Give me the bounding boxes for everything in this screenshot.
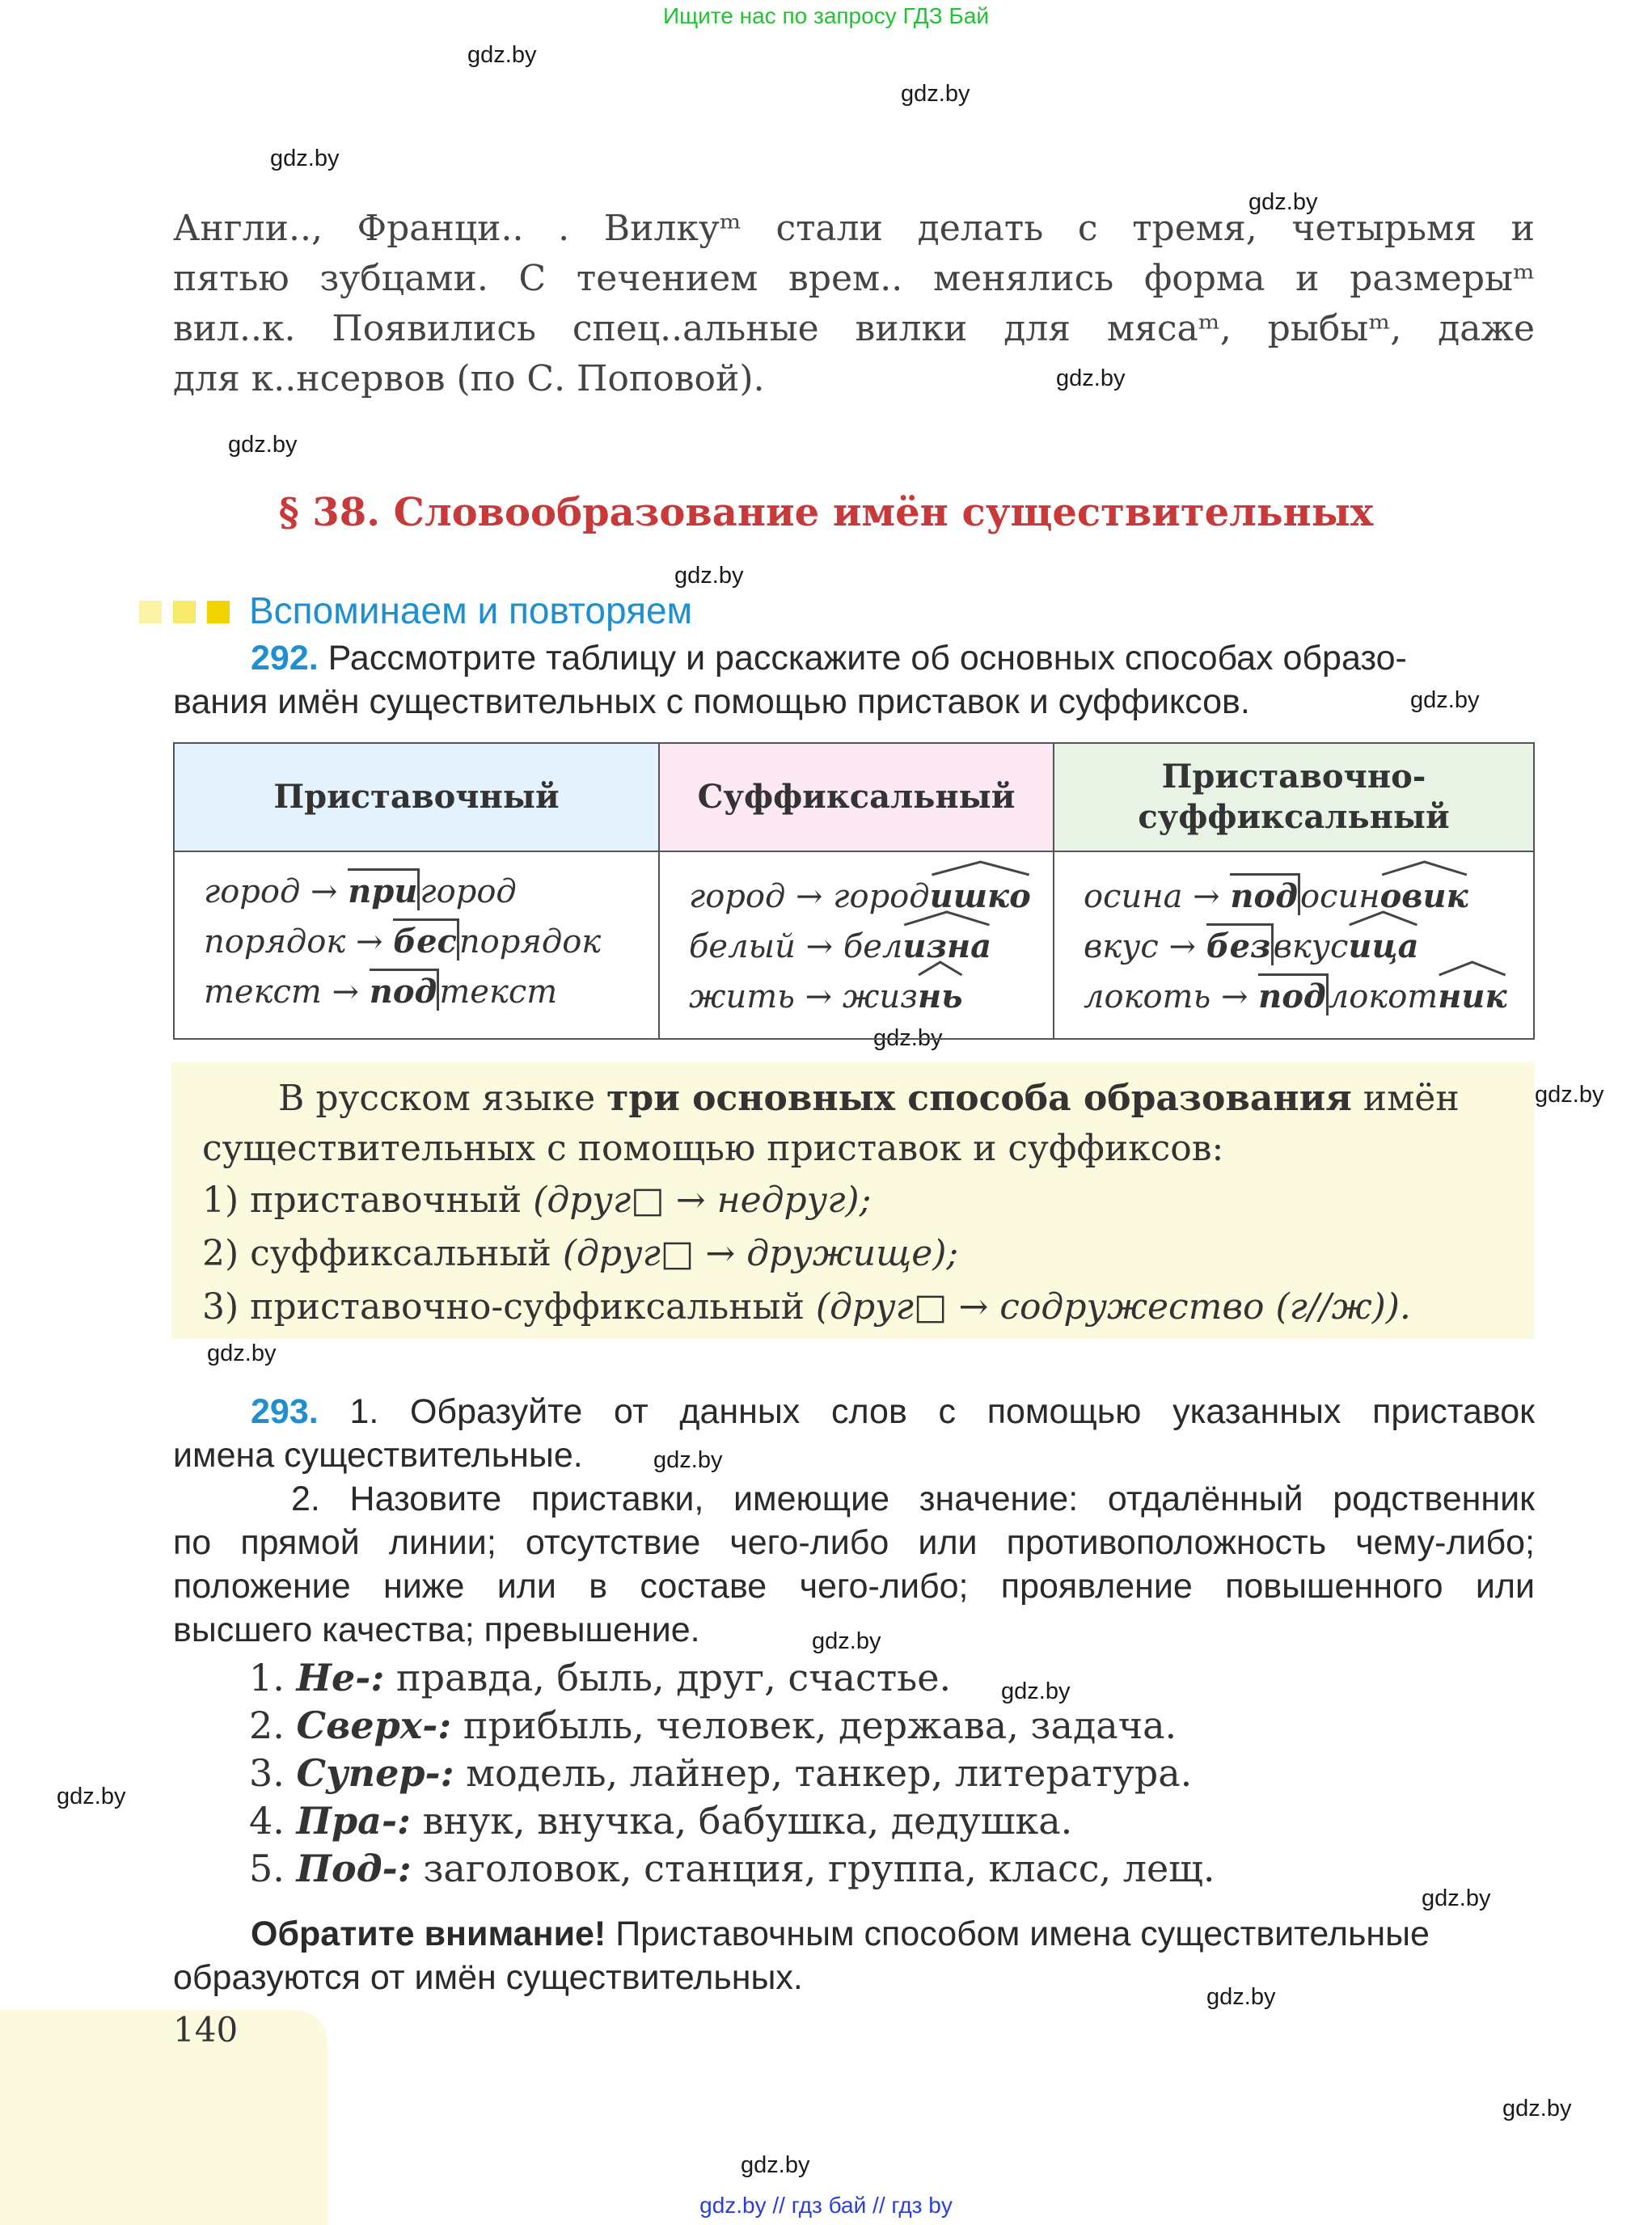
paragraph-title: § 38. Словообразование имён существительных [278,490,1374,535]
prefix-list [249,1654,1215,1893]
suffix-mark-icon [902,910,991,927]
watermark: gdz.by [674,563,744,589]
watermark: gdz.by [1206,1984,1276,2010]
bullet-square-icon [139,601,162,623]
rule-example: (друг□ → дружище); [562,1233,959,1274]
list-words: правда, быль, друг, счастье. [395,1656,952,1699]
exercise-number: 292. [251,639,319,678]
rule-example: (друг□ → содружество (г//ж)). [815,1286,1411,1328]
stem-part: бел [843,928,903,965]
example-row [204,867,658,917]
suffix-morpheme: ишко [930,872,1031,922]
header-text: суффиксальный [1138,798,1450,836]
suffix-mark-icon [918,961,963,977]
list-prefix: Сверх-: [296,1704,452,1747]
suffix-morpheme: ица [1348,922,1418,972]
bottom-banner[interactable]: gdz.by // гдз бай // гдз by [699,2193,953,2218]
page-corner-tint [0,2010,327,2225]
rule-item-2 [202,1229,958,1279]
list-item [249,1654,1215,1702]
list-number: 5. [249,1847,285,1890]
base-word: жить → [689,978,843,1015]
root-part: порядок [458,923,602,961]
exercise-293-line6: высшего качества; превышение. [173,1611,700,1649]
stem-part: город [833,878,930,915]
prefix-morpheme: без [1206,923,1274,965]
example-row [689,922,1053,972]
list-prefix: Под-: [296,1847,412,1890]
exercise-293-line4: по прямой линии; отсутствие чего-либо или противоположность чему-либо; [173,1523,1535,1562]
rule-box [171,1062,1535,1339]
watermark: gdz.by [270,146,340,171]
section-heading: Вспоминаем и повторяем [249,589,693,631]
example-row [689,872,1053,922]
exercise-text: 1. Образуйте от данных слов с помощью указанных приставок [349,1392,1535,1431]
watermark: gdz.by [228,432,298,458]
stem-part: локот [1328,978,1439,1015]
watermark: gdz.by [741,2152,810,2178]
list-words: заголовок, станция, группа, класс, лещ. [423,1847,1215,1890]
watermark: gdz.by [653,1447,723,1473]
rule-item-3 [202,1282,1411,1332]
intro-paragraph [173,204,1535,404]
suffix-morpheme: ник [1438,972,1506,1022]
stem-part: осин [1299,878,1380,915]
rule-item-label: 1) приставочный [202,1180,534,1221]
rule-item-label: 3) приставочно-суффиксальный [202,1286,816,1328]
list-item [249,1702,1215,1750]
watermark: gdz.by [1410,687,1480,713]
watermark: gdz.by [1056,365,1126,391]
watermark: gdz.by [1502,2096,1572,2122]
root-part: город [420,873,517,910]
list-number: 1. [249,1656,285,1699]
stem-part: жиз [842,978,918,1015]
column-prefixal [174,851,659,1039]
header-prefix-suffixal [1054,743,1534,851]
base-word: город → [689,878,834,915]
rule-line1 [278,1074,1460,1124]
top-banner[interactable]: Ищите нас по запросу ГДЗ Бай [662,3,990,28]
column-prefix-suffixal [1054,851,1534,1039]
exercise-293-line2: имена существительные. [173,1436,583,1475]
prefix-morpheme: под [370,969,440,1011]
stem-part: вкус [1273,928,1349,965]
exercise-292-line1 [251,637,1407,680]
note-bold: Обратите внимание! [251,1915,606,1953]
base-word: вкус → [1084,928,1206,965]
header-text: Приставочно- [1161,758,1426,796]
bullet-square-icon [207,601,230,623]
base-word: локоть → [1084,978,1259,1015]
column-suffixal [659,851,1054,1039]
exercise-293-line3: 2. Назовите приставки, имеющие значение: отдалённый родственник [291,1480,1535,1518]
page-number: 140 [173,2010,239,2050]
prefix-morpheme: бес [393,918,459,961]
base-word: осина → [1084,878,1231,915]
list-words: прибыль, человек, держава, задача. [463,1704,1177,1747]
intro-line: для к..нсервов (по С. Поповой). [173,358,765,399]
rule-item-1 [202,1176,871,1226]
example-row [204,917,658,967]
base-word: город → [204,873,349,910]
list-words: внук, внучка, бабушка, дедушка. [422,1799,1073,1843]
prefix-morpheme: под [1258,973,1329,1015]
base-word: белый → [689,928,843,965]
intro-line: Англи.., Франци.. . Вилкуᵐ стали делать с тремя, четырьмя и [173,208,1535,249]
list-number: 4. [249,1799,285,1843]
suffix-mark-icon [1438,961,1506,977]
list-prefix: Не-: [296,1656,385,1699]
suffix-morpheme: изна [902,922,991,972]
suffix-mark-icon [930,860,1031,876]
watermark: gdz.by [1249,189,1318,215]
header-prefixal: Приставочный [174,743,659,851]
list-item [249,1750,1215,1797]
watermark: gdz.by [467,42,537,68]
suffix-morpheme: нь [918,972,963,1022]
base-word: порядок → [204,923,394,961]
prefix-morpheme: при [348,868,420,910]
watermark: gdz.by [901,81,970,107]
exercise-text: Рассмотрите таблицу и расскажите об основных способах образо- [327,639,1407,678]
watermark: gdz.by [1535,1082,1604,1108]
header-suffixal: Суффиксальный [659,743,1054,851]
intro-line: пятью зубцами. С течением врем.. менялись форма и размерыᵐ [173,258,1535,299]
example-row [1084,972,1533,1022]
rule-text: В русском языке [278,1078,607,1119]
prefix-morpheme: под [1230,873,1300,915]
suffix-mark-icon [1348,910,1418,927]
list-prefix: Супер-: [296,1751,454,1795]
rule-line2: существительных с помощью приставок и суффиксов: [202,1128,1224,1169]
rule-text: имён [1351,1078,1460,1119]
note-line1 [251,1913,1430,1956]
base-word: текст → [204,973,370,1011]
exercise-number: 293. [251,1392,319,1431]
watermark: gdz.by [1422,1885,1491,1911]
note-text: Приставочным способом имена существительные [606,1915,1430,1953]
root-part: текст [439,973,558,1011]
rule-item-label: 2) суффиксальный [202,1233,563,1274]
exercise-293-line1 [251,1391,1535,1433]
watermark: gdz.by [873,1025,943,1051]
list-number: 3. [249,1751,285,1795]
example-row [204,967,658,1017]
list-number: 2. [249,1704,285,1747]
watermark: gdz.by [1001,1678,1071,1704]
exercise-292-line2: вания имён существительных с помощью приставок и суффиксов. [173,682,1250,721]
list-prefix: Пра-: [296,1799,412,1843]
rule-example: (друг□ → недруг); [533,1180,872,1221]
watermark: gdz.by [57,1784,126,1809]
watermark: gdz.by [207,1340,277,1366]
suffix-morpheme: овик [1380,872,1468,922]
list-item [249,1797,1215,1845]
list-item [249,1845,1215,1893]
rule-bold: три основных способа образования [606,1078,1352,1119]
watermark: gdz.by [812,1628,881,1654]
exercise-293-line5: положение ниже или в составе чего-либо; проявление повышенного или [173,1567,1535,1606]
list-words: модель, лайнер, танкер, литература. [466,1751,1193,1795]
example-row [1084,872,1533,922]
intro-line: вил..к. Появились спец..альные вилки для мясаᵐ, рыбыᵐ, даже [173,308,1535,349]
bullet-square-icon [173,601,196,623]
note-line2: образуются от имён существительных. [173,1958,803,1997]
word-formation-table [173,742,1535,1040]
suffix-mark-icon [1380,860,1468,876]
example-row [689,972,1053,1022]
